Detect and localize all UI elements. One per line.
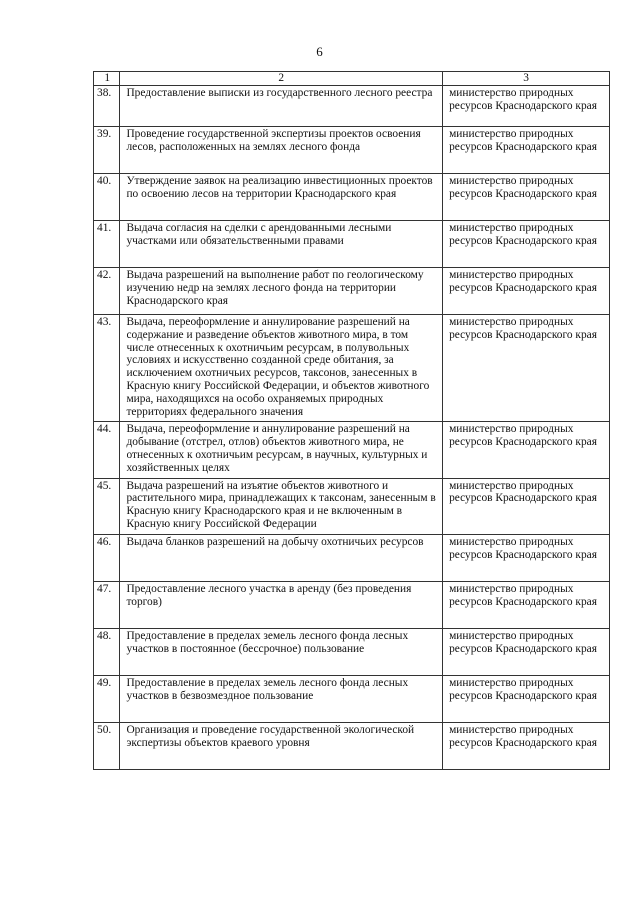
- table-row: [94, 127, 610, 174]
- row-number: 50.: [94, 722, 120, 769]
- row-number: 39.: [94, 127, 120, 174]
- responsible-authority: министерство природных ресурсов Краснодарского края: [443, 174, 610, 221]
- responsible-authority: министерство природных ресурсов Краснодарского края: [443, 221, 610, 268]
- service-name: Предоставление в пределах земель лесного фонда лесных участков в постоянное (бессрочное) пользование: [120, 628, 443, 675]
- responsible-authority: министерство природных ресурсов Краснодарского края: [443, 722, 610, 769]
- responsible-authority: министерство природных ресурсов Краснодарского края: [443, 675, 610, 722]
- table-row: [94, 478, 610, 534]
- responsible-authority: министерство природных ресурсов Краснодарского края: [443, 628, 610, 675]
- responsible-authority: министерство природных ресурсов Краснодарского края: [443, 581, 610, 628]
- table-row: [94, 675, 610, 722]
- row-number: 47.: [94, 581, 120, 628]
- responsible-authority: министерство природных ресурсов Краснодарского края: [443, 478, 610, 534]
- service-name: Предоставление лесного участка в аренду (без проведения торгов): [120, 581, 443, 628]
- table-row: [94, 422, 610, 478]
- responsible-authority: министерство природных ресурсов Краснодарского края: [443, 127, 610, 174]
- table-row: [94, 722, 610, 769]
- responsible-authority: министерство природных ресурсов Краснодарского края: [443, 268, 610, 315]
- row-number: 43.: [94, 315, 120, 422]
- row-number: 46.: [94, 534, 120, 581]
- table-row: [94, 221, 610, 268]
- service-name: Выдача, переоформление и аннулирование разрешений на содержание и разведение объектов животного мира, в том числе отнесенных к охотничьим ресурсам, в полувольных условиях и искусственно созданной среде обитания, за исключением охотничьих ресурсов, таксонов, занесенных в Красную книгу Российской Федерации, и объектов животного мира, находящихся на особо охраняемых природных территориях федерального значения: [120, 315, 443, 422]
- page-number: 6: [316, 44, 323, 59]
- responsible-authority: министерство природных ресурсов Краснодарского края: [443, 534, 610, 581]
- services-table: [93, 71, 610, 770]
- row-number: 44.: [94, 422, 120, 478]
- row-number: 48.: [94, 628, 120, 675]
- row-number: 41.: [94, 221, 120, 268]
- row-number: 40.: [94, 174, 120, 221]
- service-name: Организация и проведение государственной экологической экспертизы объектов краевого уровня: [120, 722, 443, 769]
- service-name: Предоставление выписки из государственного лесного реестра: [120, 86, 443, 127]
- service-name: Выдача бланков разрешений на добычу охотничьих ресурсов: [120, 534, 443, 581]
- service-name: Проведение государственной экспертизы проектов освоения лесов, расположенных на землях лесного фонда: [120, 127, 443, 174]
- row-number: 42.: [94, 268, 120, 315]
- column-header-2: 2: [120, 72, 443, 86]
- responsible-authority: министерство природных ресурсов Краснодарского края: [443, 315, 610, 422]
- table-row: [94, 268, 610, 315]
- service-name: Выдача согласия на сделки с арендованными лесными участками или обязательственными правами: [120, 221, 443, 268]
- column-header-1: 1: [94, 72, 120, 86]
- table-row: [94, 534, 610, 581]
- table-row: [94, 86, 610, 127]
- service-name: Выдача разрешений на изъятие объектов животного и растительного мира, принадлежащих к таксонам, занесенным в Красную книгу Краснодарского края и не включенным в Красную книгу Российской Федерации: [120, 478, 443, 534]
- service-name: Утверждение заявок на реализацию инвестиционных проектов по освоению лесов на территории Краснодарского края: [120, 174, 443, 221]
- row-number: 49.: [94, 675, 120, 722]
- table-row: [94, 174, 610, 221]
- row-number: 38.: [94, 86, 120, 127]
- responsible-authority: министерство природных ресурсов Краснодарского края: [443, 86, 610, 127]
- table-header-row: [94, 72, 610, 86]
- table-row: [94, 581, 610, 628]
- service-name: Предоставление в пределах земель лесного фонда лесных участков в безвозмездное пользование: [120, 675, 443, 722]
- responsible-authority: министерство природных ресурсов Краснодарского края: [443, 422, 610, 478]
- service-name: Выдача, переоформление и аннулирование разрешений на добывание (отстрел, отлов) объектов животного мира, не отнесенных к охотничьим ресурсам, в научных, культурных и хозяйственных целях: [120, 422, 443, 478]
- table-row: [94, 628, 610, 675]
- service-name: Выдача разрешений на выполнение работ по геологическому изучению недр на землях лесного фонда на территории Краснодарского края: [120, 268, 443, 315]
- row-number: 45.: [94, 478, 120, 534]
- table-row: [94, 315, 610, 422]
- column-header-3: 3: [443, 72, 610, 86]
